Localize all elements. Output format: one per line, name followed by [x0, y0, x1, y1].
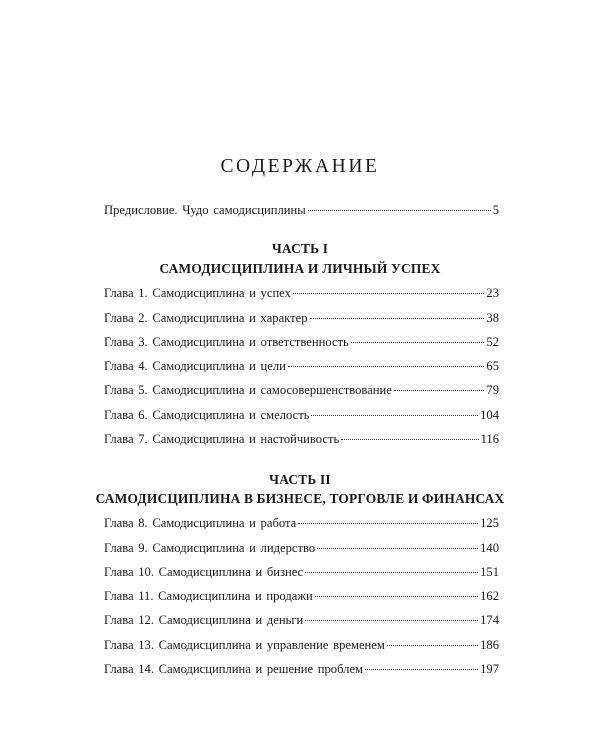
toc-entry-chapter-8[interactable]	[104, 515, 499, 531]
dot-leader	[293, 293, 485, 294]
toc-entry-chapter-10[interactable]	[104, 564, 499, 580]
dot-leader	[305, 572, 478, 573]
toc-entry-chapter-11[interactable]	[104, 588, 499, 604]
toc-entry-chapter-5[interactable]	[104, 382, 499, 398]
dot-leader	[317, 548, 478, 549]
dot-leader	[351, 342, 485, 343]
toc-entry-label: Глава 2. Самодисциплина и характер	[104, 311, 308, 325]
toc-entry-page: 186	[480, 638, 499, 652]
toc-entry-label: Глава 14. Самодисциплина и решение проблем	[104, 662, 364, 676]
toc-entry-chapter-2[interactable]	[104, 310, 499, 326]
toc-entry-label: Глава 5. Самодисциплина и самосовершенствование	[104, 383, 392, 397]
toc-entry-label: Глава 13. Самодисциплина и управление временем	[104, 638, 385, 652]
toc-entry-chapter-12[interactable]	[104, 612, 499, 628]
toc-entry-page: 197	[480, 662, 499, 676]
part-2-title: САМОДИСЦИПЛИНА В БИЗНЕСЕ, ТОРГОВЛЕ И ФИНАНСАХ	[95, 491, 505, 506]
toc-entry-label: Глава 8. Самодисциплина и работа	[104, 516, 297, 530]
toc-entry-chapter-3[interactable]	[104, 334, 499, 350]
dot-leader	[298, 523, 478, 524]
toc-entry-page: 151	[480, 565, 499, 579]
toc-entry-page: 174	[480, 613, 499, 627]
toc-entry-label: Глава 10. Самодисциплина и бизнес	[104, 565, 304, 579]
toc-entry-page: 140	[480, 541, 499, 555]
toc-entry-label: Глава 3. Самодисциплина и ответственность	[104, 335, 349, 349]
toc-entry-page: 116	[480, 432, 499, 446]
toc-entry-page: 52	[486, 335, 499, 349]
toc-entry-page: 23	[486, 286, 499, 300]
dot-leader	[387, 645, 478, 646]
toc-entry-label: Предисловие. Чудо самодисциплины	[104, 203, 306, 217]
dot-leader	[365, 669, 478, 670]
part-1-title: САМОДИСЦИПЛИНА И ЛИЧНЫЙ УСПЕХ	[159, 261, 441, 276]
dot-leader	[310, 318, 485, 319]
toc-entry-chapter-9[interactable]	[104, 540, 499, 556]
toc-entry-preface[interactable]	[104, 202, 499, 218]
toc-entry-chapter-4[interactable]	[104, 358, 499, 374]
toc-entry-chapter-6[interactable]	[104, 407, 499, 423]
toc-entry-chapter-13[interactable]	[104, 637, 499, 653]
dot-leader	[305, 620, 478, 621]
toc-entry-label: Глава 6. Самодисциплина и смелость	[104, 408, 310, 422]
toc-entry-label: Глава 1. Самодисциплина и успех	[104, 286, 291, 300]
part-2-label: ЧАСТЬ II	[269, 472, 331, 487]
toc-entry-page: 79	[486, 383, 499, 397]
toc-entry-label: Глава 9. Самодисциплина и лидерство	[104, 541, 316, 555]
toc-entry-page: 125	[480, 516, 499, 530]
toc-title: СОДЕРЖАНИЕ	[220, 156, 380, 177]
toc-entry-page: 104	[480, 408, 499, 422]
toc-entry-label: Глава 7. Самодисциплина и настойчивость	[104, 432, 340, 446]
dot-leader	[394, 390, 485, 391]
toc-entry-label: Глава 11. Самодисциплина и продажи	[104, 589, 313, 603]
toc-entry-chapter-14[interactable]	[104, 661, 499, 677]
toc-entry-chapter-7[interactable]	[104, 431, 499, 447]
part-1-label: ЧАСТЬ I	[271, 241, 329, 256]
toc-entry-page: 38	[486, 311, 499, 325]
dot-leader	[308, 210, 491, 211]
toc-entry-page: 5	[492, 203, 499, 217]
toc-entry-page: 65	[486, 359, 499, 373]
toc-entry-label: Глава 12. Самодисциплина и деньги	[104, 613, 304, 627]
toc-entry-label: Глава 4. Самодисциплина и цели	[104, 359, 286, 373]
dot-leader	[311, 415, 478, 416]
toc-entry-chapter-1[interactable]	[104, 285, 499, 301]
dot-leader	[288, 366, 484, 367]
dot-leader	[341, 439, 478, 440]
dot-leader	[315, 596, 478, 597]
toc-entry-page: 162	[480, 589, 499, 603]
